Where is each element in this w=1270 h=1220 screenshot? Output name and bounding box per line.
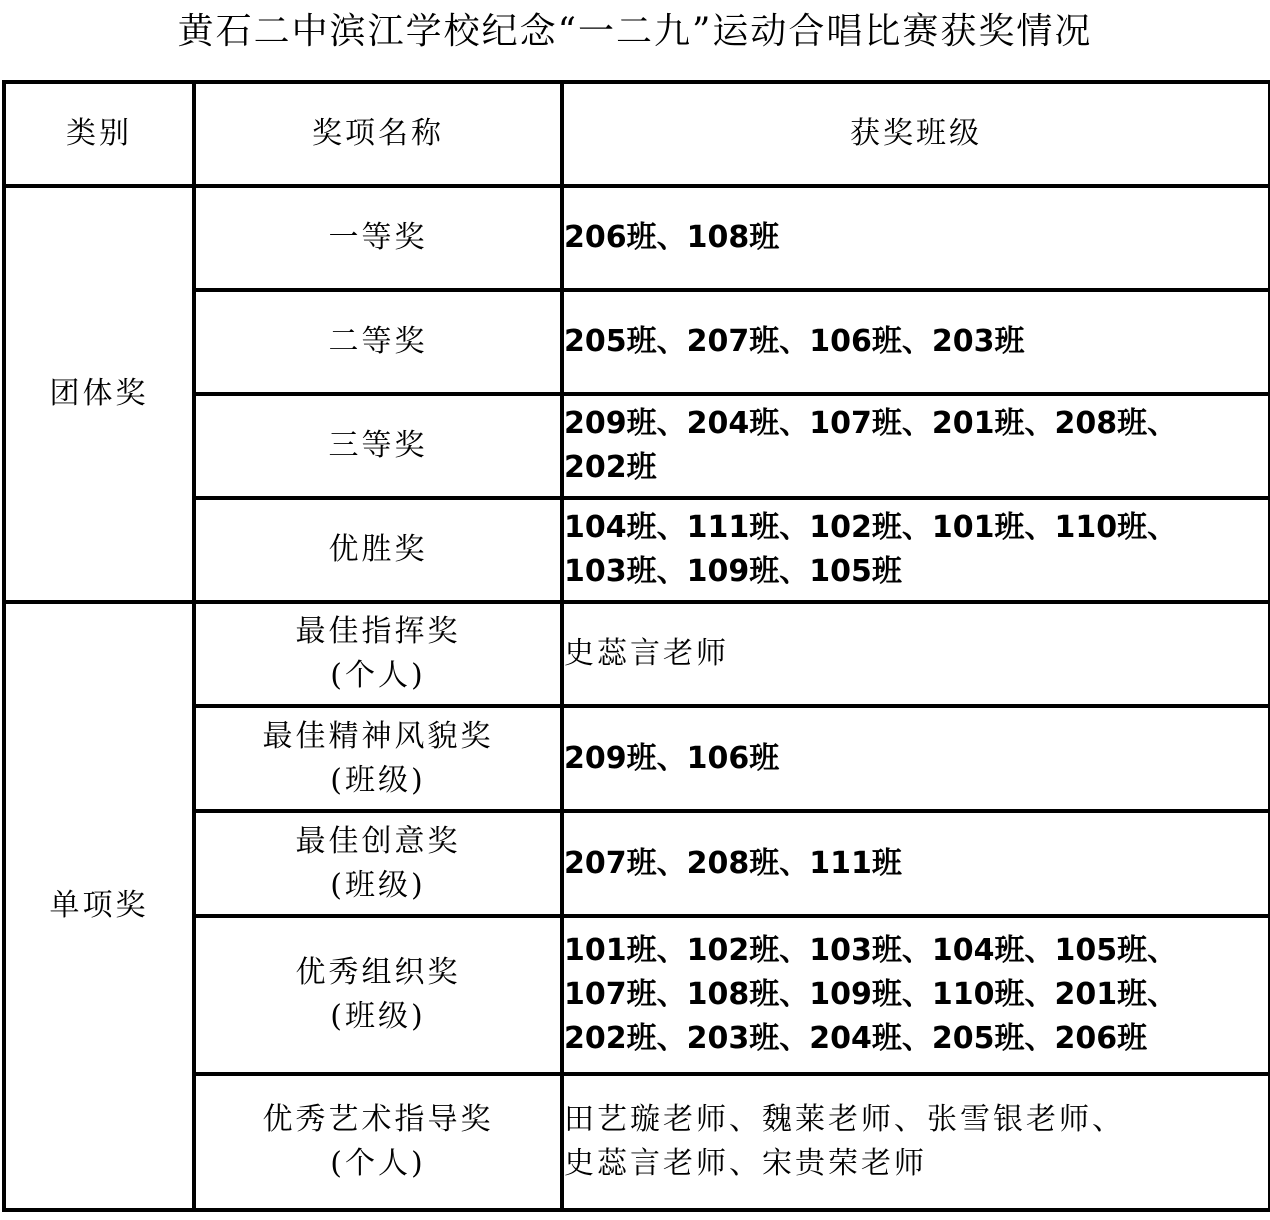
winners-cell <box>562 602 1270 706</box>
award-name-cell <box>194 811 562 916</box>
table-header-row <box>4 82 1270 186</box>
table-row <box>4 290 1270 394</box>
award-name-subline: (班级) <box>330 867 426 903</box>
winners-line: 史蕊言老师 <box>564 636 729 671</box>
award-name-line: 优胜奖 <box>328 532 428 567</box>
winners-cell <box>562 394 1270 498</box>
award-name-line: 最佳创意奖 <box>295 823 461 859</box>
award-name-line: 最佳精神风貌奖 <box>262 718 494 754</box>
winners-line: 206班、108班 <box>564 220 780 255</box>
winners-cell <box>562 186 1270 290</box>
winners-cell <box>562 706 1270 811</box>
header-winners: 获奖班级 <box>562 82 1270 186</box>
winners-line: 101班、102班、103班、104班、105班、 <box>564 933 1178 968</box>
table-row <box>4 916 1270 1074</box>
category-cell-individual: 单项奖 <box>4 602 194 1210</box>
winners-cell <box>562 916 1270 1074</box>
winners-line: 104班、111班、102班、101班、110班、 <box>564 510 1178 545</box>
winners-line: 205班、207班、106班、203班 <box>564 324 1025 359</box>
award-name-cell <box>194 290 562 394</box>
award-name-line: 优秀组织奖 <box>295 955 461 990</box>
header-award-name: 奖项名称 <box>194 82 562 186</box>
award-name-cell <box>194 916 562 1074</box>
winners-line: 107班、108班、109班、110班、201班、 <box>564 977 1178 1012</box>
award-table <box>2 80 1270 1212</box>
award-name-line: 优秀艺术指导奖 <box>262 1102 494 1137</box>
table-row <box>4 186 1270 290</box>
table-row <box>4 498 1270 602</box>
winners-cell <box>562 290 1270 394</box>
winners-line: 202班、203班、204班、205班、206班 <box>564 1021 1148 1056</box>
award-name-subline: (个人) <box>330 658 426 693</box>
award-name-subline: (个人) <box>330 1146 426 1181</box>
award-name-line: 三等奖 <box>328 428 428 463</box>
award-name-cell <box>194 498 562 602</box>
table-row <box>4 706 1270 811</box>
winners-cell <box>562 498 1270 602</box>
winners-line: 史蕊言老师、宋贵荣老师 <box>564 1146 927 1181</box>
award-name-cell <box>194 186 562 290</box>
award-name-subline: (班级) <box>330 999 426 1034</box>
award-name-line: 二等奖 <box>328 324 428 359</box>
winners-line: 209班、106班 <box>564 740 780 776</box>
winners-cell <box>562 1074 1270 1210</box>
award-name-line: 最佳指挥奖 <box>295 614 461 649</box>
winners-line: 田艺璇老师、魏莱老师、张雪银老师、 <box>564 1102 1125 1137</box>
winners-line: 202班 <box>564 450 657 485</box>
award-name-cell <box>194 602 562 706</box>
winners-cell <box>562 811 1270 916</box>
award-name-cell <box>194 1074 562 1210</box>
winners-line: 103班、109班、105班 <box>564 554 902 589</box>
table-row <box>4 394 1270 498</box>
category-cell-team: 团体奖 <box>4 186 194 602</box>
award-name-cell <box>194 706 562 811</box>
document-title: 黄石二中滨江学校纪念“一二九”运动合唱比赛获奖情况 <box>177 11 1093 52</box>
winners-line: 209班、204班、107班、201班、208班、 <box>564 406 1178 441</box>
award-name-line: 一等奖 <box>328 220 428 255</box>
award-name-subline: (班级) <box>330 762 426 798</box>
header-category: 类别 <box>4 82 194 186</box>
award-name-cell <box>194 394 562 498</box>
winners-line: 207班、208班、111班 <box>564 845 902 881</box>
table-row <box>4 602 1270 706</box>
table-row <box>4 811 1270 916</box>
table-row <box>4 1074 1270 1210</box>
